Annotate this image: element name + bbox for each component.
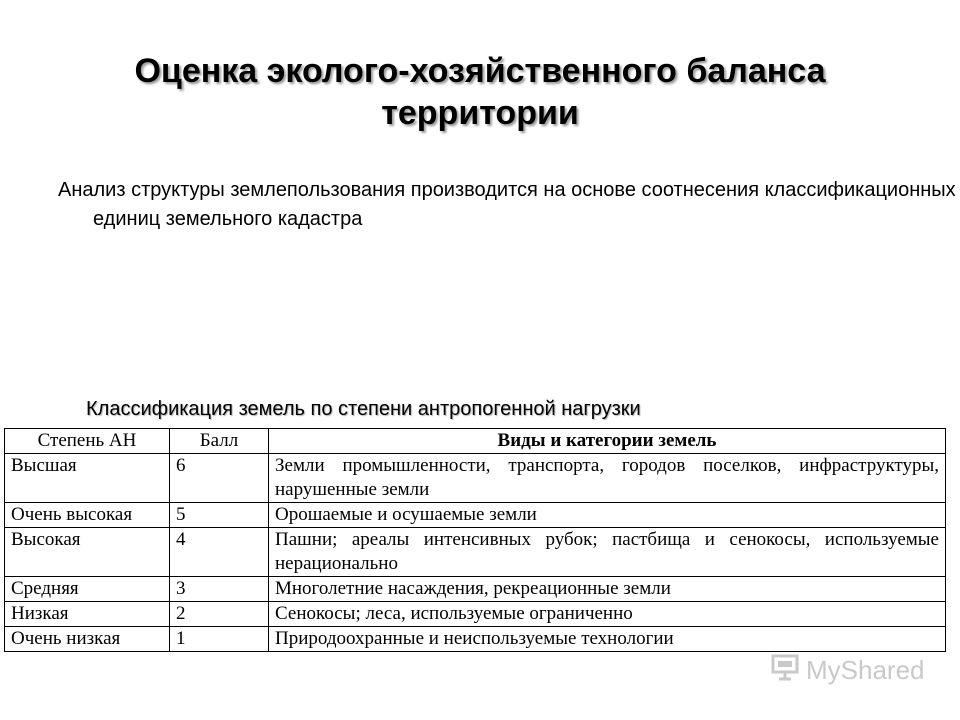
score-cell: 6 xyxy=(170,454,269,503)
intro-paragraph: Анализ структуры землепользования производится на основе соотнесения классификационных единиц земельного кадастра xyxy=(58,179,956,230)
table-row xyxy=(5,602,946,627)
degree-cell: Средняя xyxy=(5,577,170,602)
score-cell: 3 xyxy=(170,577,269,602)
land-types-cell: Земли промышленности, транспорта, городов поселков, инфраструктуры, нарушенные земли xyxy=(269,454,946,503)
watermark-text: MyShared xyxy=(806,655,925,685)
land-types-cell: Природоохранные и неиспользуемые технологии xyxy=(269,627,946,652)
table-row xyxy=(5,528,946,577)
land-classification-table xyxy=(4,428,946,652)
score-cell: 5 xyxy=(170,503,269,528)
land-types-cell: Многолетние насаждения, рекреационные земли xyxy=(269,577,946,602)
degree-cell: Высшая xyxy=(5,454,170,503)
score-cell: 2 xyxy=(170,602,269,627)
score-cell: 4 xyxy=(170,528,269,577)
table-row xyxy=(5,503,946,528)
land-types-cell: Пашни; ареалы интенсивных рубок; пастбища и сенокосы, используемые нерационально xyxy=(269,528,946,577)
land-types-cell: Сенокосы; леса, используемые ограниченно xyxy=(269,602,946,627)
slide-title xyxy=(60,50,900,134)
header-score: Балл xyxy=(170,429,269,454)
table-row xyxy=(5,577,946,602)
header-degree: Степень АН xyxy=(5,429,170,454)
degree-cell: Очень низкая xyxy=(5,627,170,652)
header-land-types: Виды и категории земель xyxy=(269,429,946,454)
table-row xyxy=(5,454,946,503)
score-cell: 1 xyxy=(170,627,269,652)
degree-cell: Очень высокая xyxy=(5,503,170,528)
table-caption: Классификация земель по степени антропогенной нагрузки xyxy=(86,398,641,420)
degree-cell: Низкая xyxy=(5,602,170,627)
table-row xyxy=(5,627,946,652)
title-line-1: Оценка эколого-хозяйственного баланса xyxy=(134,52,826,90)
watermark xyxy=(770,652,925,689)
degree-cell: Высокая xyxy=(5,528,170,577)
title-line-2: территории xyxy=(381,94,579,132)
land-types-cell: Орошаемые и осушаемые земли xyxy=(269,503,946,528)
presentation-board-icon xyxy=(770,652,800,689)
table-header-row xyxy=(5,429,946,454)
